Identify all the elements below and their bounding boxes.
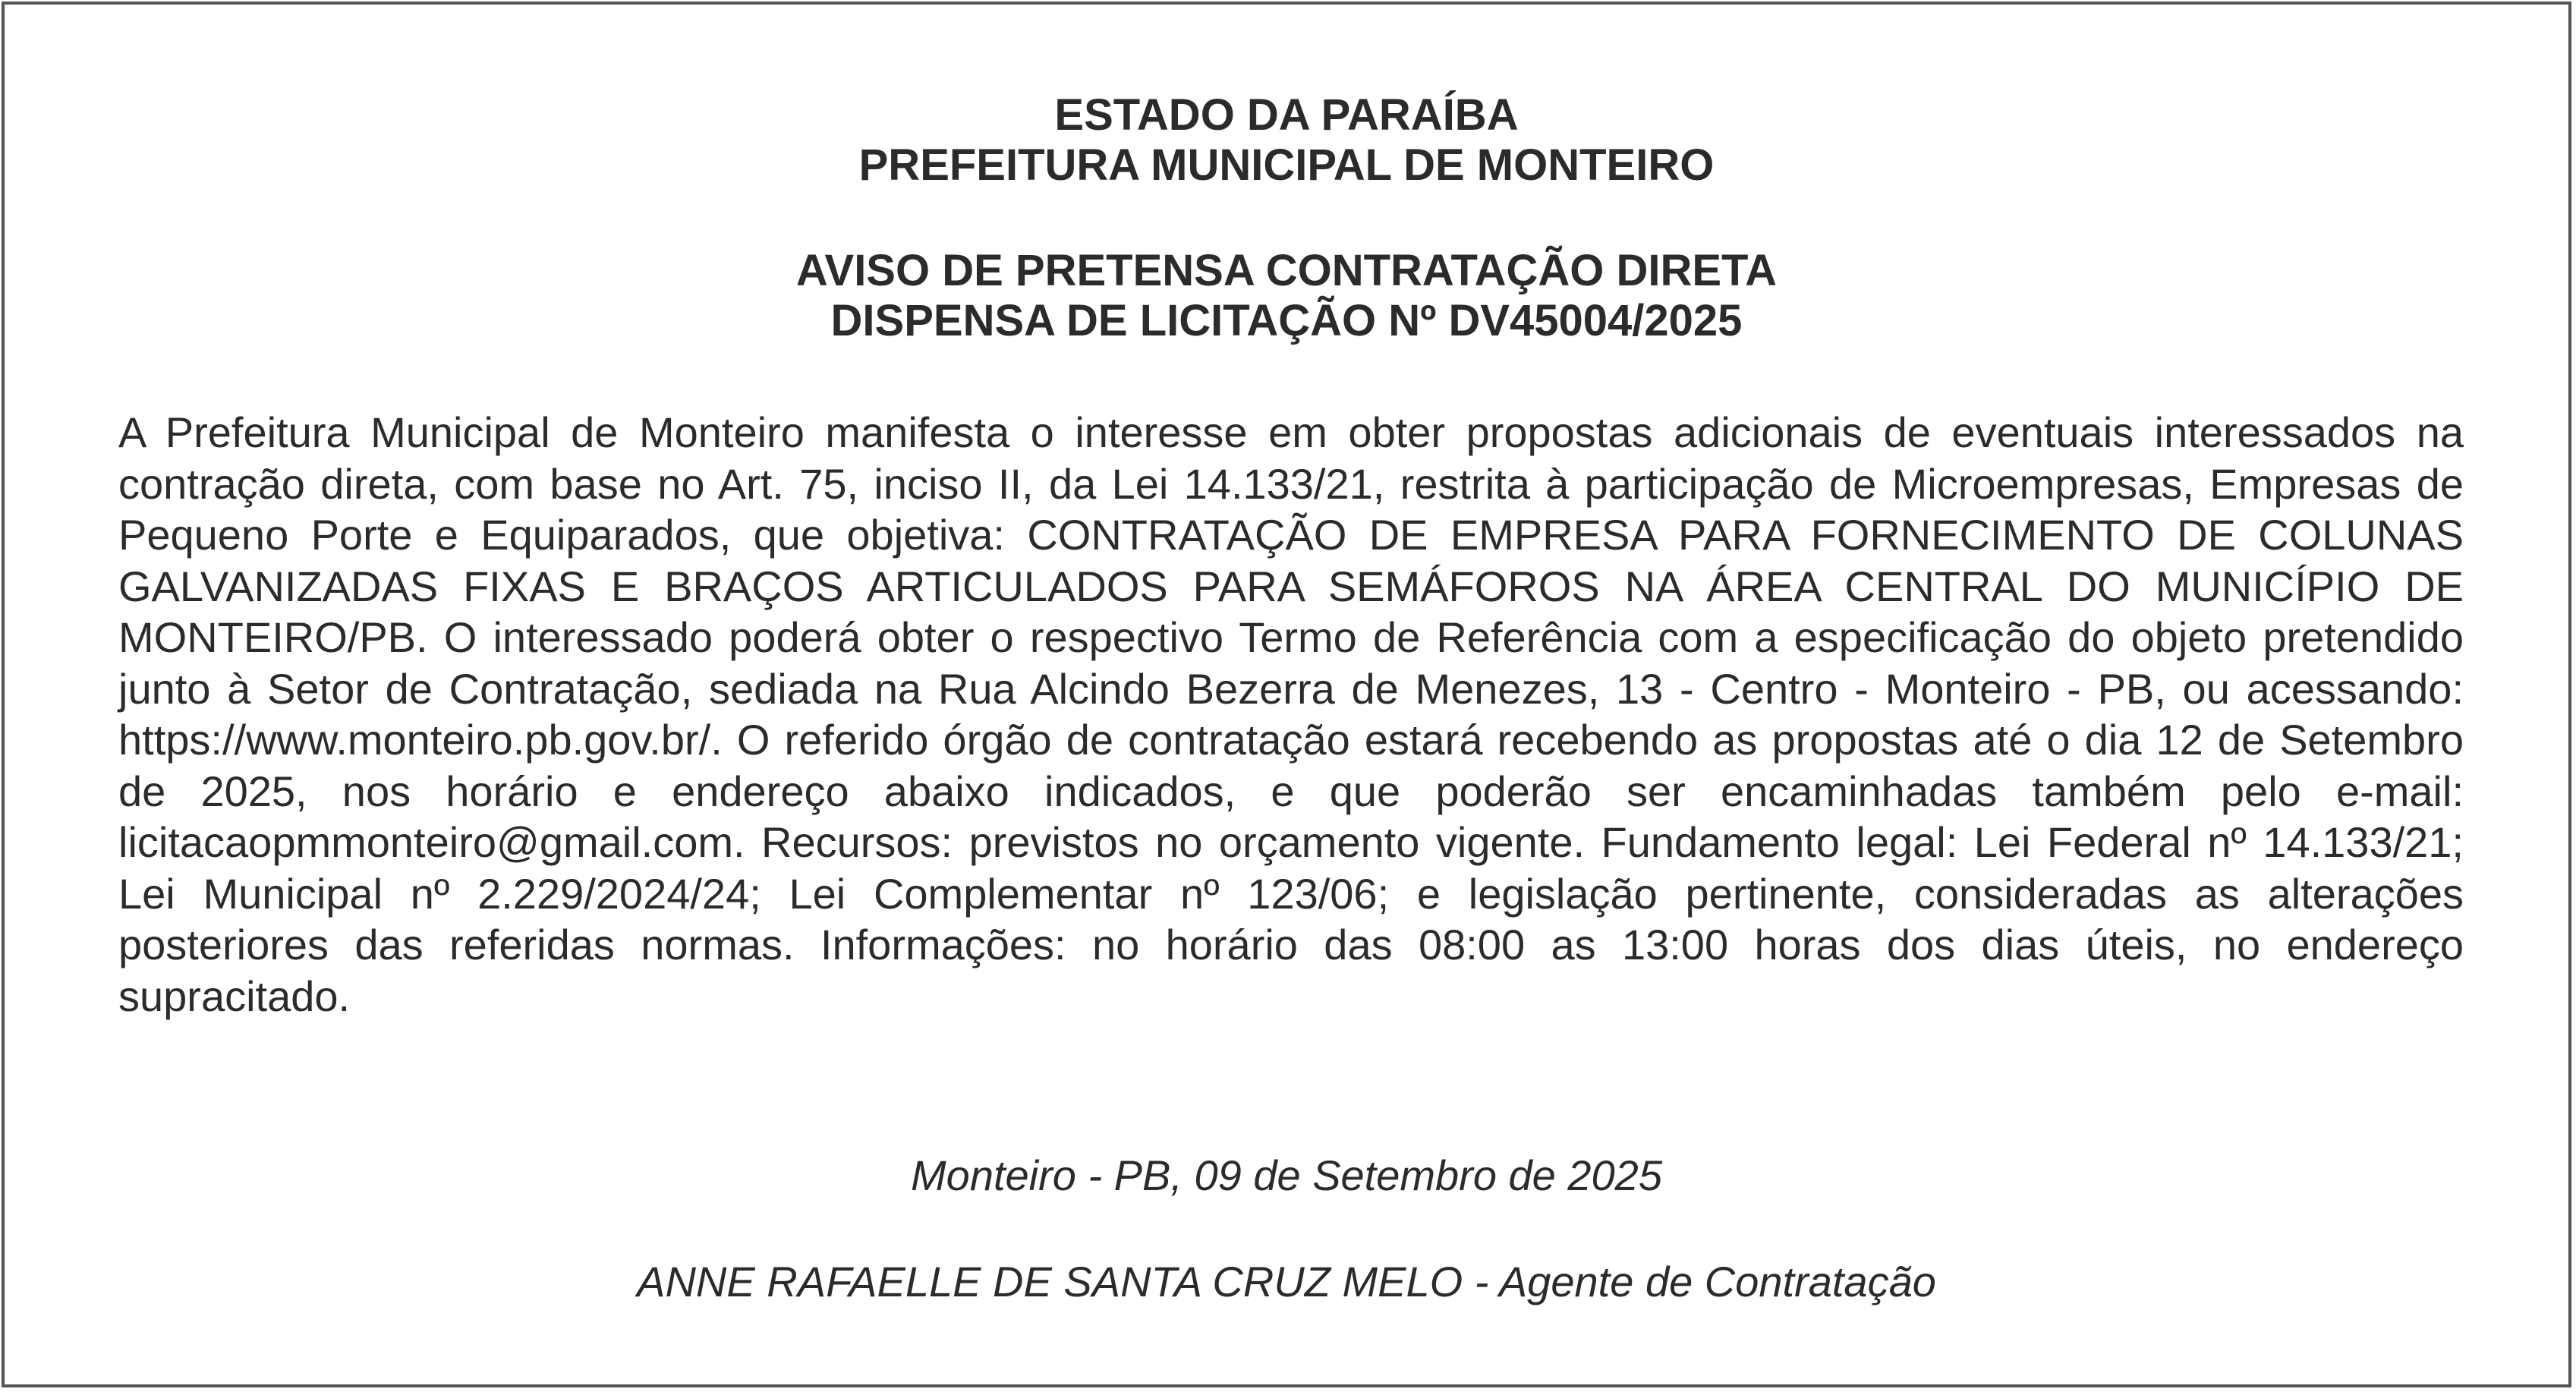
notice-frame (2, 2, 2571, 1387)
notice-number: DISPENSA DE LICITAÇÃO Nº DV45004/2025 (830, 296, 1743, 345)
notice-body: A Prefeitura Municipal de Monteiro manifesta o interesse em obter propostas adicionais de eventuais interessados na contração direta, com base no Art. 75, inciso II, da Lei 14.133/21, restrita à participação de Microempresas, Empresas de Pequeno Porte e Equiparados, que objetiva: CONTRATAÇÃO DE EMPRESA PARA FORNECIMENTO DE COLUNAS GALVANIZADAS FIXAS E BRAÇOS ARTICULADOS PARA SEMÁFOROS NA ÁREA CENTRAL DO MUNICÍPIO DE MONTEIRO/PB. O interessado poderá obter o respectivo Termo de Referência com a especificação do objeto pretendido junto à Setor de Contratação, sediada na Rua Alcindo Bezerra de Menezes, 13 - Centro - Monteiro - PB, ou acessando: https://www.monteiro.pb.gov.br/. O referido órgão de contratação estará recebendo as propostas até o dia 12 de Setembro de 2025, nos horário e endereço abaixo indicados, e que poderão ser encaminhadas também pelo e-mail: licitacaopmmonteiro@gmail.com. Recursos: previstos no orçamento vigente. Fundamento legal: Lei Federal nº 14.133/21; Lei Municipal nº 2.229/2024/24; Lei Complementar nº 123/06; e legislação pertinente, consideradas as alterações posteriores das referidas normas. Informações: no horário das 08:00 as 13:00 horas dos dias úteis, no endereço supracitado. (118, 408, 2464, 1020)
municipality-name: PREFEITURA MUNICIPAL DE MONTEIRO (858, 140, 1715, 190)
place-and-date: Monteiro - PB, 09 de Setembro de 2025 (911, 1151, 1662, 1199)
signatory: ANNE RAFAELLE DE SANTA CRUZ MELO - Agente de Contratação (637, 1258, 1936, 1305)
notice-title: AVISO DE PRETENSA CONTRATAÇÃO DIRETA (795, 246, 1778, 295)
issuer-header (5, 90, 2568, 191)
notice-title-block (5, 246, 2568, 346)
state-name: ESTADO DA PARAÍBA (1054, 90, 1519, 140)
